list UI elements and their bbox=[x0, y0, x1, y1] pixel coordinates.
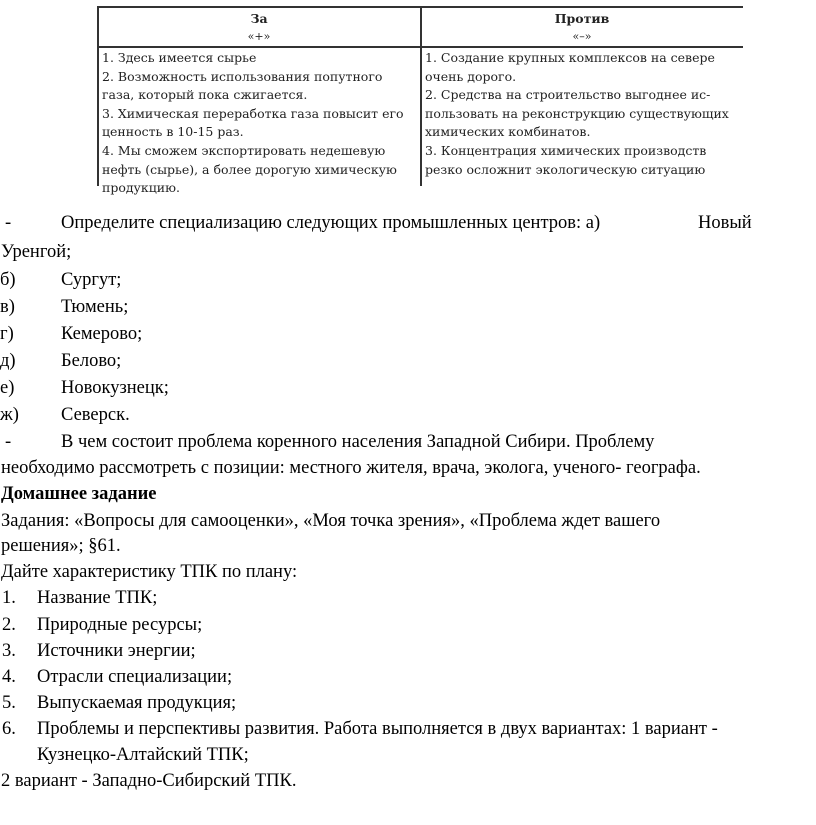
task2-text-cont: необходимо рассмотреть с позиции: местного жителя, врача, эколога, ученого- географа. bbox=[1, 458, 701, 478]
homework-tasks: Задания: «Вопросы для самооценки», «Моя точка зрения», «Проблема ждет вашего bbox=[1, 511, 661, 531]
against-line: 2. Средства на строительство выгоднее ис- bbox=[425, 87, 711, 103]
plan-text: Проблемы и перспективы развития. Работа выполняется в двух вариантах: 1 вариант - bbox=[37, 719, 718, 739]
variant-2: 2 вариант - Западно-Сибирский ТПК. bbox=[1, 771, 297, 791]
item-text: Новокузнецк; bbox=[61, 378, 169, 398]
item-marker: ж) bbox=[0, 405, 19, 425]
task2-dash: - bbox=[5, 432, 12, 452]
against-line: резко осложнит экологическую ситуацию bbox=[425, 161, 706, 177]
task1-text: Определите специализацию следующих промышленных центров: а) bbox=[61, 213, 601, 233]
plan-text: Название ТПК; bbox=[37, 588, 158, 608]
column-for bbox=[102, 49, 418, 198]
plan-text: Природные ресурсы; bbox=[37, 615, 203, 635]
for-line: нефть (сырье), а более дорогую химическую bbox=[102, 161, 397, 177]
header-against-sign: «–» bbox=[572, 30, 592, 43]
for-line: 2. Возможность использования попутного bbox=[102, 68, 383, 84]
for-line: 1. Здесь имеется сырье bbox=[102, 50, 257, 65]
item-text: Тюмень; bbox=[61, 297, 129, 317]
against-line: очень дорого. bbox=[425, 68, 517, 84]
task1-city-a: Новый bbox=[698, 213, 752, 233]
plan-num: 3. bbox=[2, 641, 16, 661]
against-line: 3. Концентрация химических производств bbox=[425, 142, 707, 158]
for-line: продукцию. bbox=[102, 180, 180, 196]
homework-heading-text: Домашнее задание bbox=[1, 484, 157, 504]
header-against bbox=[422, 10, 742, 46]
task1-city-a-cont: Уренгой; bbox=[1, 242, 72, 262]
plan-text: Выпускаемая продукция; bbox=[37, 693, 237, 713]
for-line: 4. Мы сможем экспортировать недешевую bbox=[102, 142, 386, 158]
for-line: газа, который пока сжигается. bbox=[102, 87, 308, 103]
plan-item-cont: Кузнецко-Алтайский ТПК; bbox=[37, 745, 249, 765]
item-marker: в) bbox=[0, 297, 15, 317]
item-marker: г) bbox=[0, 324, 14, 344]
item-text: Сургут; bbox=[61, 270, 122, 290]
homework-plan-intro: Дайте характеристику ТПК по плану: bbox=[1, 562, 298, 582]
plan-num: 4. bbox=[2, 667, 16, 687]
scanned-comparison-table bbox=[97, 6, 743, 196]
header-for bbox=[99, 10, 419, 46]
plan-text: Отрасли специализации; bbox=[37, 667, 233, 687]
item-text: Северск. bbox=[61, 405, 130, 425]
task1-dash: - bbox=[5, 213, 12, 233]
item-text: Белово; bbox=[61, 351, 122, 371]
plan-num: 1. bbox=[2, 588, 16, 608]
against-line: 1. Создание крупных комплексов на севере bbox=[425, 50, 715, 65]
plan-text: Источники энергии; bbox=[37, 641, 196, 661]
plan-num: 6. bbox=[2, 719, 16, 739]
against-line: химических комбинатов. bbox=[425, 124, 591, 140]
task2-text: В чем состоит проблема коренного населения Западной Сибири. Проблему bbox=[61, 432, 655, 452]
homework-heading bbox=[1, 483, 157, 505]
for-line: ценность в 10-15 раз. bbox=[102, 124, 244, 140]
for-line: 3. Химическая переработка газа повысит его bbox=[102, 105, 404, 121]
homework-tasks-cont: решения»; §61. bbox=[1, 536, 121, 556]
header-against-label: Против bbox=[554, 11, 610, 26]
plan-num: 5. bbox=[2, 693, 16, 713]
item-marker: б) bbox=[0, 270, 16, 290]
item-marker: е) bbox=[0, 378, 15, 398]
column-against bbox=[425, 49, 741, 179]
header-for-label: За bbox=[250, 11, 268, 26]
item-marker: д) bbox=[0, 351, 16, 371]
header-for-sign: «+» bbox=[247, 30, 271, 43]
plan-num: 2. bbox=[2, 615, 16, 635]
item-text: Кемерово; bbox=[61, 324, 143, 344]
against-line: пользовать на реконструкцию существующих bbox=[425, 105, 729, 121]
